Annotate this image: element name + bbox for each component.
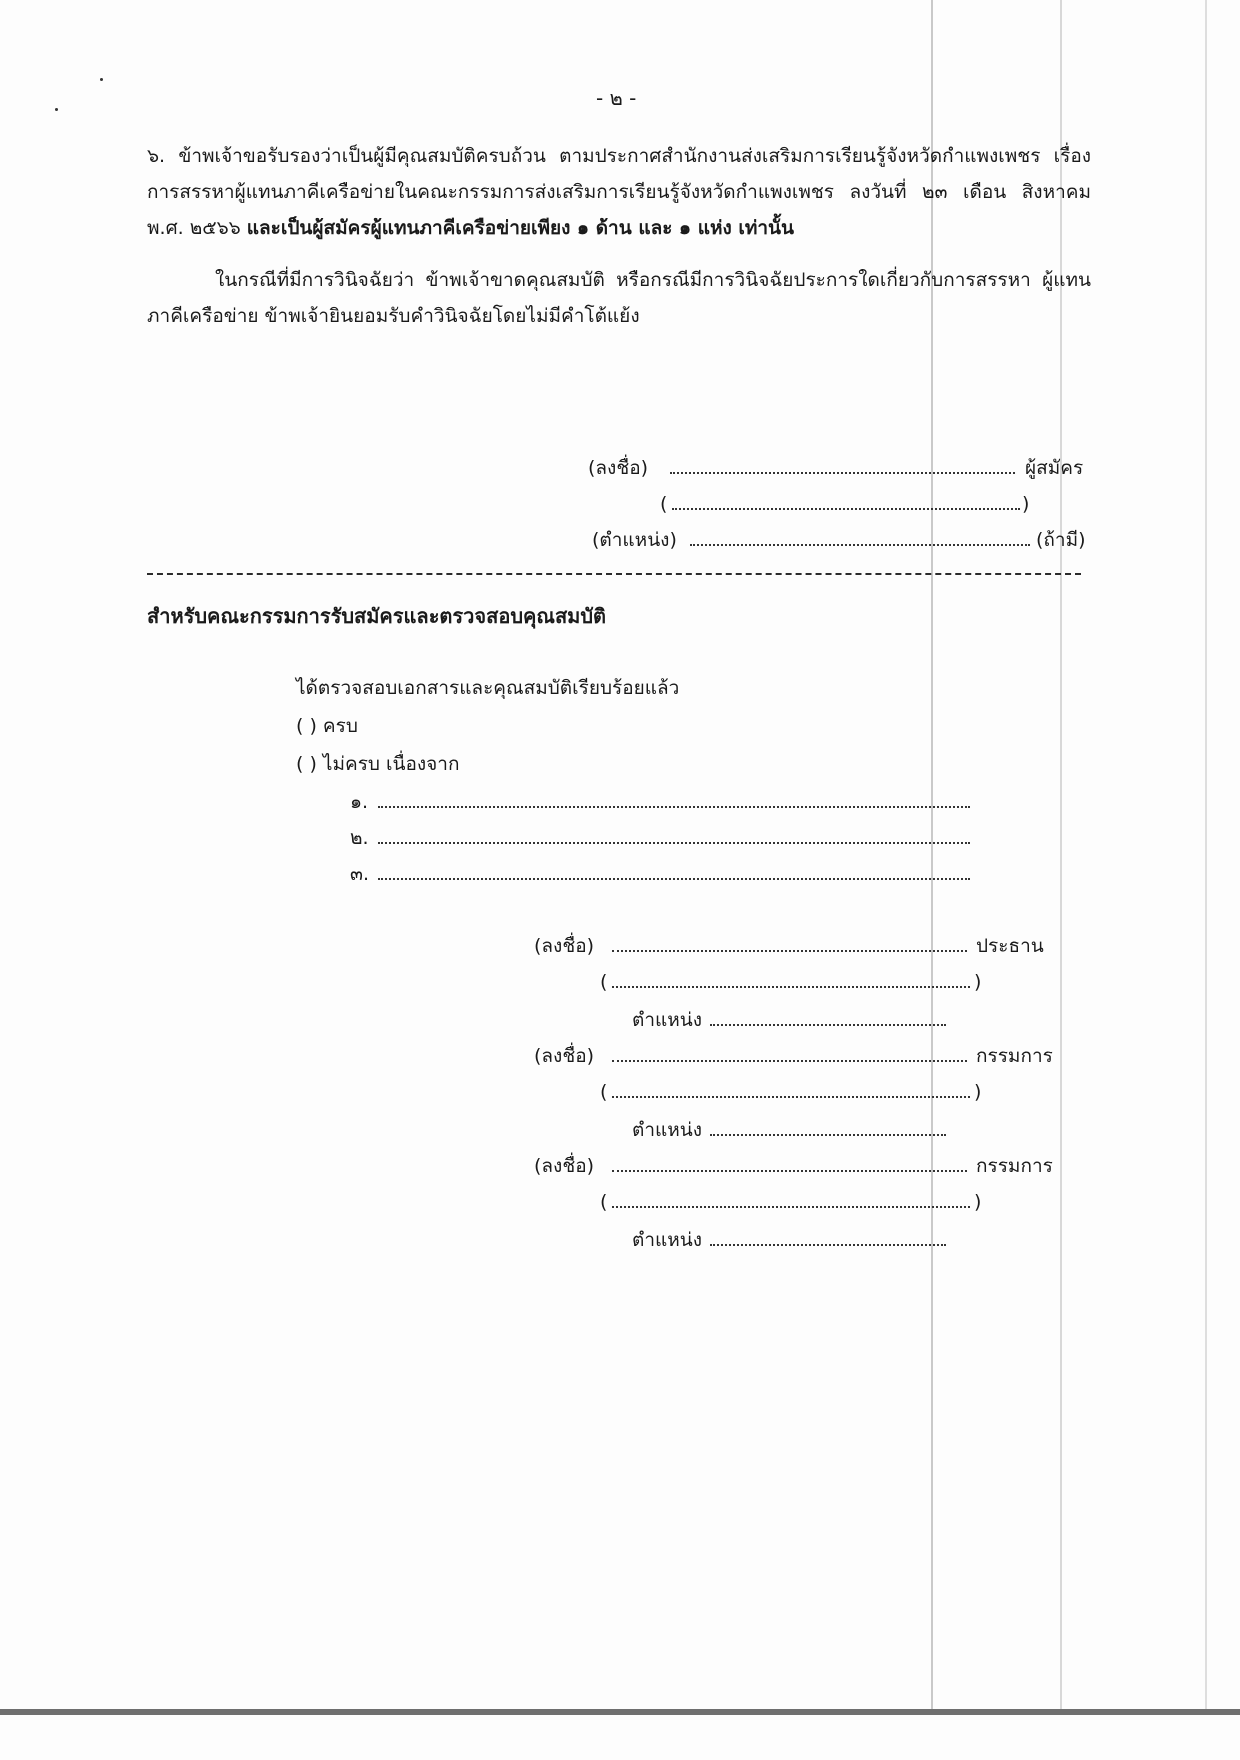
declaration-bold-text: และเป็นผู้สมัครผู้แทนภาคีเครือข่ายเพียง ๑ ด้าน และ ๑ แห่ง เท่านั้น bbox=[246, 217, 795, 239]
reason-number-1: ๑. bbox=[350, 791, 369, 813]
member1-position-label: ตำแหน่ง bbox=[632, 1119, 703, 1141]
applicant-position-line[interactable] bbox=[690, 528, 1030, 552]
chair-sign-label: (ลงชื่อ) bbox=[534, 935, 595, 957]
member1-name-line[interactable] bbox=[612, 1080, 970, 1104]
chair-name-close-paren: ) bbox=[974, 971, 982, 993]
member1-name-open-paren: ( bbox=[600, 1081, 608, 1103]
scan-artifact-line bbox=[1205, 0, 1207, 1709]
declaration-item-number: ๖. bbox=[147, 145, 166, 167]
applicant-sign-line[interactable] bbox=[670, 456, 1015, 480]
member1-name-close-paren: ) bbox=[974, 1081, 982, 1103]
member2-sign-label: (ลงชื่อ) bbox=[534, 1155, 595, 1177]
member2-name-open-paren: ( bbox=[600, 1191, 608, 1213]
section-separator bbox=[147, 573, 1081, 575]
committee-heading: สำหรับคณะกรรมการรับสมัครและตรวจสอบคุณสมบัติ bbox=[147, 604, 607, 628]
member1-sign-line[interactable] bbox=[612, 1044, 967, 1068]
scan-speck bbox=[100, 78, 103, 81]
member2-position-line[interactable] bbox=[710, 1228, 946, 1252]
chair-position-label: ตำแหน่ง bbox=[632, 1009, 703, 1031]
chair-name-open-paren: ( bbox=[600, 971, 608, 993]
reason-line-2[interactable] bbox=[378, 826, 970, 850]
scan-artifact-line bbox=[1060, 0, 1062, 1709]
member2-role-label: กรรมการ bbox=[976, 1155, 1053, 1177]
chair-role-label: ประธาน bbox=[976, 935, 1044, 957]
reason-line-3[interactable] bbox=[378, 862, 970, 886]
page-number: - ๒ - bbox=[596, 86, 637, 110]
option-complete[interactable]: ( ) ครบ bbox=[296, 715, 358, 737]
member1-sign-label: (ลงชื่อ) bbox=[534, 1045, 595, 1067]
scan-bottom-edge bbox=[0, 1709, 1240, 1760]
applicant-role-label: ผู้สมัคร bbox=[1025, 457, 1084, 479]
reason-number-2: ๒. bbox=[350, 827, 369, 849]
member2-name-close-paren: ) bbox=[974, 1191, 982, 1213]
applicant-name-open-paren: ( bbox=[660, 493, 668, 515]
ruling-paragraph bbox=[147, 262, 1091, 334]
reason-line-1[interactable] bbox=[378, 790, 970, 814]
applicant-name-close-paren: ) bbox=[1022, 493, 1030, 515]
declaration-text: ข้าพเจ้าขอรับรองว่าเป็นผู้มีคุณสมบัติครบถ้วน ตามประกาศสำนักงานส่งเสริมการเรียนรู้จังหวัดกำแพงเพชร เรื่อง การสรรหาผู้แทนภาคีเครือข่ายในคณะกรรมการส่งเสริมการเรียนรู้จังหวัดกำแพงเพชร ลงวันที่ ๒๓ เดือน สิงหาคม พ.ศ. ๒๕๖๖ bbox=[147, 145, 1092, 239]
applicant-name-line[interactable] bbox=[672, 492, 1020, 516]
member2-name-line[interactable] bbox=[612, 1190, 970, 1214]
checked-statement: ได้ตรวจสอบเอกสารและคุณสมบัติเรียบร้อยแล้ว bbox=[296, 677, 680, 699]
member2-position-label: ตำแหน่ง bbox=[632, 1229, 703, 1251]
applicant-sign-label: (ลงชื่อ) bbox=[588, 457, 649, 479]
applicant-position-optional: (ถ้ามี) bbox=[1036, 529, 1086, 551]
chair-sign-line[interactable] bbox=[612, 934, 967, 958]
scan-artifact-line bbox=[931, 0, 933, 1709]
scan-speck bbox=[55, 108, 58, 111]
declaration-paragraph bbox=[147, 138, 1091, 246]
option-incomplete[interactable]: ( ) ไม่ครบ เนื่องจาก bbox=[296, 753, 460, 775]
chair-position-line[interactable] bbox=[710, 1008, 946, 1032]
member1-role-label: กรรมการ bbox=[976, 1045, 1053, 1067]
reason-number-3: ๓. bbox=[350, 863, 370, 885]
member1-position-line[interactable] bbox=[710, 1118, 946, 1142]
member2-sign-line[interactable] bbox=[612, 1154, 967, 1178]
ruling-text: ในกรณีที่มีการวินิจฉัยว่า ข้าพเจ้าขาดคุณสมบัติ หรือกรณีมีการวินิจฉัยประการใดเกี่ยวกับการสรรหา ผู้แทนภาคีเครือข่าย ข้าพเจ้ายินยอมรับคำวินิจฉัยโดยไม่มีคำโต้แย้ง bbox=[147, 269, 1091, 327]
chair-name-line[interactable] bbox=[612, 970, 970, 994]
applicant-position-label: (ตำแหน่ง) bbox=[592, 529, 677, 551]
